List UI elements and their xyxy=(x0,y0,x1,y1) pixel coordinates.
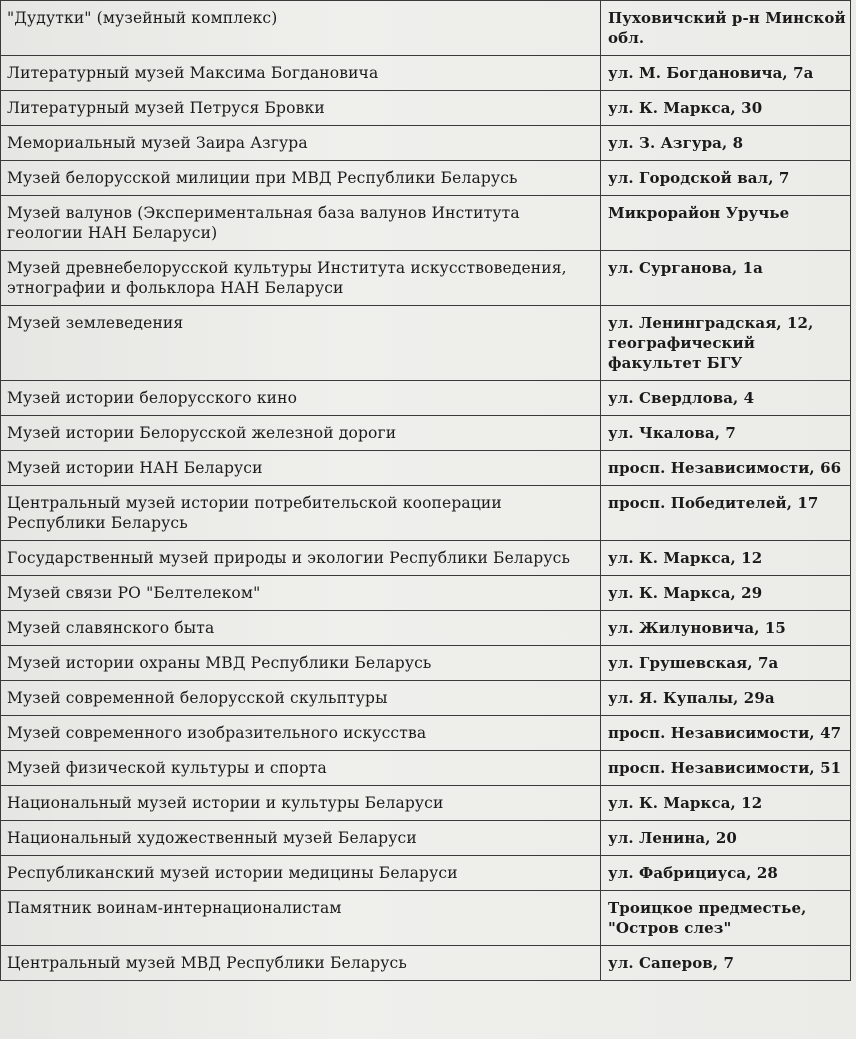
table-row xyxy=(1,891,851,946)
table-row xyxy=(1,751,851,786)
museum-name-cell: Музей современного изобразительного искусства xyxy=(1,716,601,751)
museum-address-cell: просп. Независимости, 47 xyxy=(601,716,851,751)
table-row xyxy=(1,126,851,161)
museum-name-cell: Республиканский музей истории медицины Беларуси xyxy=(1,856,601,891)
museum-address-cell: просп. Победителей, 17 xyxy=(601,486,851,541)
museum-address-cell: Пуховичский р-н Минской обл. xyxy=(601,1,851,56)
museum-address-cell: просп. Независимости, 66 xyxy=(601,451,851,486)
museum-address-cell: ул. Ленина, 20 xyxy=(601,821,851,856)
table-row xyxy=(1,91,851,126)
table-row xyxy=(1,381,851,416)
museum-name-cell: Центральный музей истории потребительской кооперации Республики Беларусь xyxy=(1,486,601,541)
museum-address-cell: просп. Независимости, 51 xyxy=(601,751,851,786)
museum-name-cell: Музей истории белорусского кино xyxy=(1,381,601,416)
museum-name-cell: Литературный музей Максима Богдановича xyxy=(1,56,601,91)
museum-name-cell: Государственный музей природы и экологии Республики Беларусь xyxy=(1,541,601,576)
table-row xyxy=(1,251,851,306)
museum-address-cell: ул. К. Маркса, 12 xyxy=(601,541,851,576)
museum-name-cell: Музей древнебелорусской культуры Института искусствоведения, этнографии и фольклора НАН Беларуси xyxy=(1,251,601,306)
museum-name-cell: Литературный музей Петруся Бровки xyxy=(1,91,601,126)
table-row xyxy=(1,416,851,451)
museum-address-cell: Микрорайон Уручье xyxy=(601,196,851,251)
museum-name-cell: Музей славянского быта xyxy=(1,611,601,646)
museum-name-cell: Мемориальный музей Заира Азгура xyxy=(1,126,601,161)
museum-name-cell: Музей физической культуры и спорта xyxy=(1,751,601,786)
table-row xyxy=(1,786,851,821)
table-row xyxy=(1,856,851,891)
museum-address-cell: ул. Ленинградская, 12, географический факультет БГУ xyxy=(601,306,851,381)
museum-address-cell: ул. Чкалова, 7 xyxy=(601,416,851,451)
museum-address-cell: ул. М. Богдановича, 7а xyxy=(601,56,851,91)
museum-name-cell: Музей белорусской милиции при МВД Республики Беларусь xyxy=(1,161,601,196)
museum-address-cell: ул. Свердлова, 4 xyxy=(601,381,851,416)
table-row xyxy=(1,821,851,856)
museum-address-cell: ул. Городской вал, 7 xyxy=(601,161,851,196)
museum-address-cell: ул. Саперов, 7 xyxy=(601,946,851,981)
table-row xyxy=(1,306,851,381)
museum-name-cell: "Дудутки" (музейный комплекс) xyxy=(1,1,601,56)
table-row xyxy=(1,451,851,486)
table-row xyxy=(1,576,851,611)
museum-address-cell: ул. Жилуновича, 15 xyxy=(601,611,851,646)
table-row xyxy=(1,946,851,981)
table-row xyxy=(1,611,851,646)
museum-address-cell: ул. Сурганова, 1а xyxy=(601,251,851,306)
table-row xyxy=(1,716,851,751)
table-row xyxy=(1,646,851,681)
museum-name-cell: Центральный музей МВД Республики Беларусь xyxy=(1,946,601,981)
museum-name-cell: Музей связи РО "Белтелеком" xyxy=(1,576,601,611)
table-row xyxy=(1,681,851,716)
table-row xyxy=(1,161,851,196)
museum-name-cell: Музей валунов (Экспериментальная база валунов Института геологии НАН Беларуси) xyxy=(1,196,601,251)
museum-name-cell: Национальный музей истории и культуры Беларуси xyxy=(1,786,601,821)
museum-name-cell: Музей истории Белорусской железной дороги xyxy=(1,416,601,451)
museum-address-cell: ул. З. Азгура, 8 xyxy=(601,126,851,161)
museum-address-cell: ул. Грушевская, 7а xyxy=(601,646,851,681)
museum-address-cell: ул. Я. Купалы, 29а xyxy=(601,681,851,716)
museum-address-cell: ул. Фабрициуса, 28 xyxy=(601,856,851,891)
museum-address-cell: ул. К. Маркса, 12 xyxy=(601,786,851,821)
museum-name-cell: Национальный художественный музей Беларуси xyxy=(1,821,601,856)
museum-name-cell: Музей истории НАН Беларуси xyxy=(1,451,601,486)
table-row xyxy=(1,541,851,576)
museum-name-cell: Памятник воинам-интернационалистам xyxy=(1,891,601,946)
museum-address-cell: ул. К. Маркса, 30 xyxy=(601,91,851,126)
museum-table-body xyxy=(1,1,851,981)
table-row xyxy=(1,196,851,251)
museum-address-cell: ул. К. Маркса, 29 xyxy=(601,576,851,611)
table-row xyxy=(1,1,851,56)
table-row xyxy=(1,56,851,91)
museum-name-cell: Музей землеведения xyxy=(1,306,601,381)
museum-name-cell: Музей современной белорусской скульптуры xyxy=(1,681,601,716)
museum-name-cell: Музей истории охраны МВД Республики Беларусь xyxy=(1,646,601,681)
museum-address-cell: Троицкое предместье, "Остров слез" xyxy=(601,891,851,946)
table-row xyxy=(1,486,851,541)
